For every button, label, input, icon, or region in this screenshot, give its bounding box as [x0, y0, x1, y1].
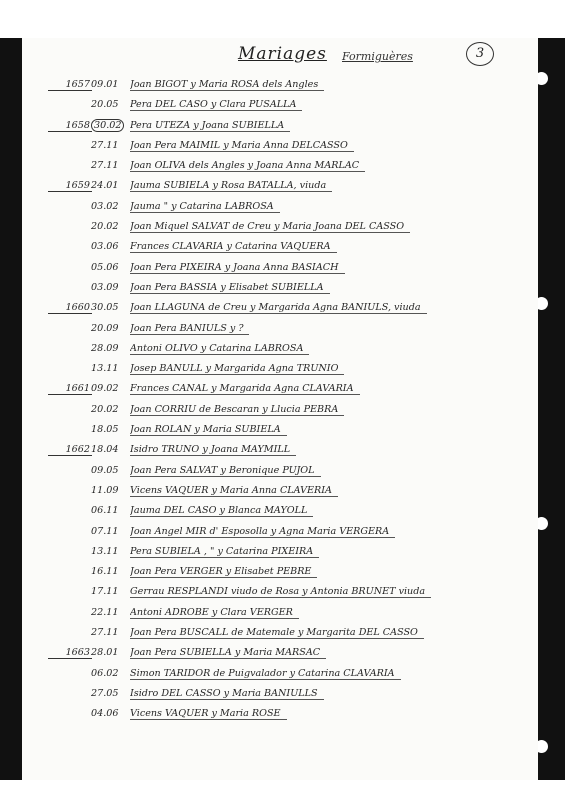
entry-names: Simon TARIDOR de Puigvalador y Catarina CLAVARIA	[130, 668, 401, 680]
entry-names: Josep BANULL y Margarida Agna TRUNIO	[130, 363, 344, 375]
list-item	[22, 115, 538, 135]
entry-names: Joan CORRIU de Bescaran y Llucia PEBRA	[130, 404, 344, 416]
entry-names: Joan Pera MAIMIL y Maria Anna DELCASSO	[130, 140, 354, 152]
entry-date-text: 24.01	[91, 180, 119, 192]
entry-date-text: 22.11	[91, 606, 119, 618]
entry-names: Joan Pera BANIULS y ?	[130, 323, 249, 335]
list-item	[22, 500, 538, 520]
entry-date	[91, 607, 131, 618]
entry-date	[91, 424, 131, 435]
list-item	[22, 419, 538, 439]
entry-names: Joan Angel MIR d' Esposolla y Agna Maria VERGERA	[130, 526, 395, 538]
entry-names: Antoni OLIVO y Catarina LABROSA	[130, 343, 309, 355]
entry-date-text: 09.05	[91, 464, 119, 476]
entry-date-text: 03.06	[91, 241, 119, 253]
list-item	[22, 297, 538, 317]
entry-date	[91, 465, 131, 476]
entry-date	[91, 708, 131, 719]
entry-date-text: 27.11	[91, 139, 119, 151]
page-title: Mariages	[238, 44, 327, 64]
scan-border-right	[538, 38, 565, 780]
list-item	[22, 378, 538, 398]
entry-date	[91, 668, 131, 679]
entry-year: 1658	[48, 120, 92, 132]
entry-date-text: 20.09	[91, 322, 119, 334]
entry-date	[91, 566, 131, 577]
entry-date	[91, 444, 131, 455]
entry-names: Joan Pera VERGER y Elisabet PEBRE	[130, 566, 317, 578]
entry-date-text: 20.05	[91, 99, 119, 111]
list-item	[22, 338, 538, 358]
list-item	[22, 175, 538, 195]
entry-names: Vicens VAQUER y Maria ROSE	[130, 708, 287, 720]
entry-date-text: 03.02	[91, 200, 119, 212]
entry-date	[91, 201, 131, 212]
page-subtitle: Formiguères	[342, 50, 413, 63]
list-item	[22, 155, 538, 175]
entry-date-text: 18.04	[91, 444, 119, 456]
entry-names: Jauma DEL CASO y Blanca MAYOLL	[130, 505, 313, 517]
entry-names: Joan Miquel SALVAT de Creu y Maria Joana DEL CASSO	[130, 221, 410, 233]
entry-date	[91, 546, 131, 557]
entry-date	[91, 526, 131, 537]
entry-year: 1660	[48, 302, 92, 314]
list-item	[22, 480, 538, 500]
scan-border-left	[0, 38, 22, 780]
list-item	[22, 703, 538, 723]
entry-date	[91, 79, 131, 90]
entry-names: Joan LLAGUNA de Creu y Margarida Agna BANIULS, viuda	[130, 302, 427, 314]
entry-names: Joan ROLAN y Maria SUBIELA	[130, 424, 287, 436]
entry-year: 1659	[48, 180, 92, 192]
entry-date-text: 07.11	[91, 525, 119, 537]
list-item	[22, 358, 538, 378]
entry-names: Joan BIGOT y Maria ROSA dels Angles	[130, 79, 324, 91]
entry-date-text: 28.09	[91, 342, 119, 354]
list-item	[22, 602, 538, 622]
entry-names: Joan Pera BASSIA y Elisabet SUBIELLA	[130, 282, 330, 294]
entry-year: 1662	[48, 444, 92, 456]
entry-date	[91, 383, 131, 394]
entry-date	[91, 627, 131, 638]
entry-date-text: 16.11	[91, 566, 119, 578]
list-item	[22, 399, 538, 419]
entry-names: Isidro TRUNO y Joana MAYMILL	[130, 444, 296, 456]
list-item	[22, 135, 538, 155]
entry-date-text: 13.11	[91, 363, 119, 375]
entry-names: Antoni ADROBE y Clara VERGER	[130, 607, 299, 619]
entry-date	[91, 343, 131, 354]
entry-date-text: 06.11	[91, 505, 119, 517]
entry-names: Joan Pera SALVAT y Beronique PUJOL	[130, 465, 321, 477]
entry-date-text: 18.05	[91, 424, 119, 436]
list-item	[22, 216, 538, 236]
entry-names: Joan OLIVA dels Angles y Joana Anna MARLAC	[130, 160, 365, 172]
entry-names: Jauma " y Catarina LABROSA	[130, 201, 280, 213]
entry-date-text: 27.11	[91, 160, 119, 172]
entry-date-text: 27.05	[91, 687, 119, 699]
entry-names: Frances CANAL y Margarida Agna CLAVARIA	[130, 383, 360, 395]
entry-date	[91, 120, 131, 131]
entry-names: Frances CLAVARIA y Catarina VAQUERA	[130, 241, 337, 253]
entry-date-text: 28.01	[91, 647, 119, 659]
entry-date	[91, 485, 131, 496]
entry-date	[91, 262, 131, 273]
entry-names: Jauma SUBIELA y Rosa BATALLA, viuda	[130, 180, 332, 192]
entry-date	[91, 221, 131, 232]
entry-date	[91, 323, 131, 334]
list-item	[22, 74, 538, 94]
entry-date-text: 05.06	[91, 261, 119, 273]
marriage-list	[22, 74, 538, 724]
entry-date-text: 13.11	[91, 545, 119, 557]
list-item	[22, 236, 538, 256]
list-item	[22, 521, 538, 541]
list-item	[22, 277, 538, 297]
document-page	[22, 38, 538, 780]
list-item	[22, 541, 538, 561]
list-item	[22, 439, 538, 459]
entry-year: 1663	[48, 647, 92, 659]
list-item	[22, 561, 538, 581]
entry-names: Joan Pera SUBIELLA y Maria MARSAC	[130, 647, 326, 659]
list-item	[22, 622, 538, 642]
entry-date	[91, 140, 131, 151]
entry-date-text: 11.09	[91, 484, 119, 496]
entry-date-text: 20.02	[91, 221, 119, 233]
entry-names: Gerrau RESPLANDI viudo de Rosa y Antonia BRUNET viuda	[130, 586, 431, 598]
entry-date	[91, 505, 131, 516]
entry-date	[91, 688, 131, 699]
entry-year: 1657	[48, 79, 92, 91]
list-item	[22, 257, 538, 277]
entry-date	[91, 647, 131, 658]
entry-names: Pera SUBIELA , " y Catarina PIXEIRA	[130, 546, 319, 558]
entry-date	[91, 180, 131, 191]
list-item	[22, 94, 538, 114]
entry-date	[91, 404, 131, 415]
entry-date-text: 04.06	[91, 708, 119, 720]
list-item	[22, 318, 538, 338]
entry-date	[91, 302, 131, 313]
entry-date	[91, 586, 131, 597]
entry-date-text: 06.02	[91, 667, 119, 679]
entry-names: Pera UTEZA y Joana SUBIELLA	[130, 120, 290, 132]
entry-date-text: 30.05	[91, 302, 119, 314]
entry-date-text: 27.11	[91, 627, 119, 639]
entry-date	[91, 241, 131, 252]
list-item	[22, 196, 538, 216]
entry-date	[91, 99, 131, 110]
entry-date	[91, 160, 131, 171]
entry-year: 1661	[48, 383, 92, 395]
entry-names: Joan Pera PIXEIRA y Joana Anna BASIACH	[130, 262, 345, 274]
entry-names: Joan Pera BUSCALL de Matemale y Margarita DEL CASSO	[130, 627, 424, 639]
list-item	[22, 663, 538, 683]
page-number: 3	[466, 42, 494, 66]
entry-date-text: 17.11	[91, 586, 119, 598]
entry-date	[91, 282, 131, 293]
list-item	[22, 642, 538, 662]
entry-names: Vicens VAQUER y Maria Anna CLAVERIA	[130, 485, 338, 497]
entry-names: Isidro DEL CASSO y Maria BANIULLS	[130, 688, 324, 700]
entry-date-text: 09.02	[91, 383, 119, 395]
list-item	[22, 581, 538, 601]
entry-date-text: 30.02	[91, 119, 124, 132]
entry-date-text: 09.01	[91, 79, 119, 90]
list-item	[22, 683, 538, 703]
entry-names: Pera DEL CASO y Clara PUSALLA	[130, 99, 302, 111]
entry-date-text: 20.02	[91, 403, 119, 415]
entry-date-text: 03.09	[91, 281, 119, 293]
entry-date	[91, 363, 131, 374]
list-item	[22, 460, 538, 480]
